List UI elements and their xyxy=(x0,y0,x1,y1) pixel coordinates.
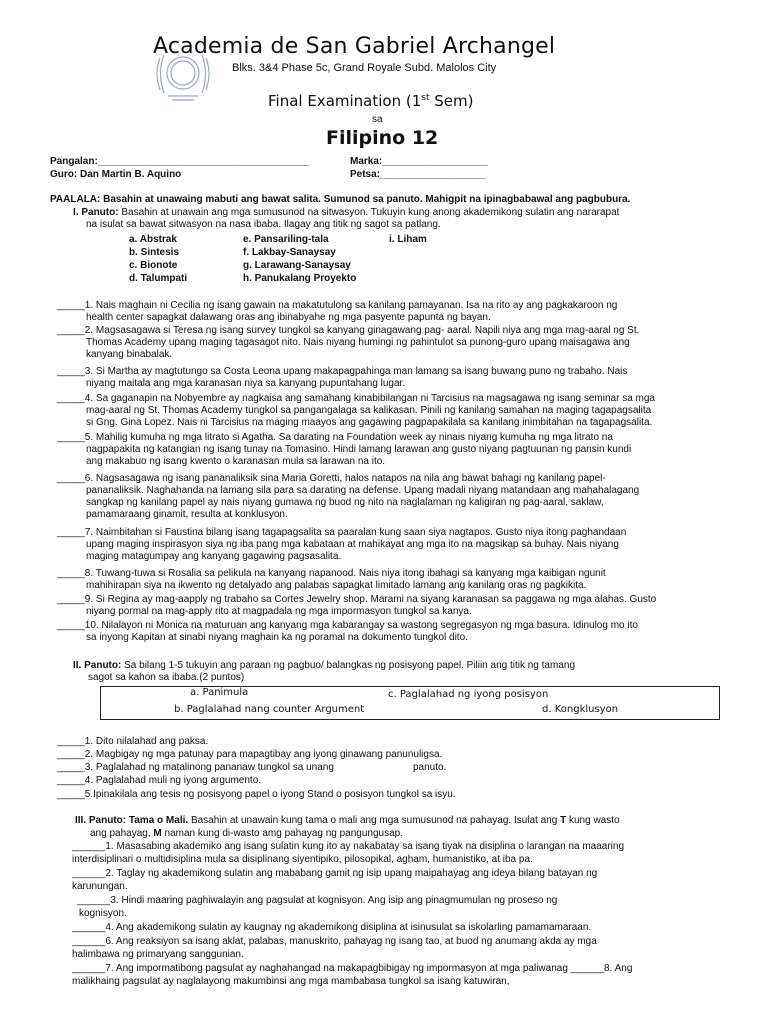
part1-item-2-cont: Thomas Academy upang maging tagasagot nito. Nais niyang humingi ng pahintulot sa punong-guro upang maisagawa ang xyxy=(86,337,630,348)
part1-item-6-cont: pamamaraang ginamit, resulta at konklusyon. xyxy=(86,509,288,520)
part3-item-7: ______7. Ang impormatibong pagsulat ay naghahangad na makapagbibigay ng impormasyon at mga paliwanag ______8. Ang xyxy=(72,963,633,974)
part3-item-3-cont: kognisyon. xyxy=(79,908,127,919)
part1-item-10: _____10. Nilalayon ni Monica na maturuan ang kanyang mga kabarangay sa wastong segregasyon ng mga basura. Idinulog mo ito xyxy=(57,620,638,631)
box-choice-a: a. Panimula xyxy=(190,687,249,698)
option-i: i. Liham xyxy=(389,234,427,245)
option-h: h. Panukalang Proyekto xyxy=(243,273,357,284)
part3-item-6-cont: halimbawa ng primaryang sanggunian. xyxy=(72,949,244,960)
part1-item-1-cont: health center sapagkat dalawang oras ang ibinabyahe ng mga pasyente papunta ng bayan. xyxy=(86,312,491,323)
part3-instruction: III. Panuto: Tama o Mali. Basahin at unawain kung tama o mali ang mga sumusunod na pahayag. Isulat ang T kung wasto xyxy=(75,815,620,826)
part3-item-2-cont: karunungan. xyxy=(72,881,128,892)
option-f: f. Lakbay-Sanaysay xyxy=(243,247,336,258)
part1-item-4-cont: si Gng. Gina Lopez. Nais ni Tarcisius na maging maayos ang gagawing pagpapakilala sa kanilang inimbitahan na tagapagsalita. xyxy=(86,417,653,428)
part3-item-3: ______3. Hindi maaring paghiwalayin ang pagsulat at kognisyon. Ang isip ang pinagmumulan ng proseso ng xyxy=(77,895,558,906)
part2-item-2: _____2. Magbigay ng mga patunay para mapagtibay ang iyong ginawang panunuligsa. xyxy=(57,749,443,760)
part2-item-4: _____4. Paglalahad muli ng iyong argumento. xyxy=(57,775,262,786)
part1-item-5-cont: nagpapakita ng katangian ng isang tunay na Tomasino. Hindi lamang larawan ang gusto niyang pagtuunan ng pansin kundi xyxy=(86,444,632,455)
part3-item-6: ______6. Ang reaksiyon sa isang aklat, palabas, manuskrito, pahayag ng isang tao, at buod ng anumang akda ay mga xyxy=(72,936,597,947)
part2-item-3: _____3. Paglalahad ng matalinong pananaw tungkol sa unang xyxy=(57,762,334,773)
part1-item-7-cont: maging matagumpay ang kanyang gagawing pagsasalita. xyxy=(86,551,342,562)
part2-instruction-cont: sagot sa kahon sa ibaba.(2 puntos) xyxy=(88,672,245,683)
part1-item-6: _____6. Nagsasagawa ng isang pananaliksik sina Maria Goretti, halos natapos na nila ang bawat bahagi ng kanilang papel- xyxy=(57,473,606,484)
exam-title: Final Examination (1st Sem) xyxy=(268,92,474,110)
date-field: Petsa:___________________ xyxy=(350,169,486,180)
box-choice-c: c. Paglalahad ng iyong posisyon xyxy=(388,689,549,700)
school-name: Academia de San Gabriel Archangel xyxy=(153,34,556,59)
part2-instruction: II. Panuto: Sa bilang 1-5 tukuyin ang paraan ng pagbuo/ balangkas ng posisyong papel. Piliin ang titik ng tamang xyxy=(73,660,575,671)
part1-item-5-cont: ang makabuo ng isang kwento o karanasan mula sa larawan na ito. xyxy=(86,456,386,467)
reminder: PAALALA: Basahin at unawaing mabuti ang bawat salita. Sumunod sa panuto. Mahigpit na ipinagbabawal ang pagbubura. xyxy=(50,194,631,205)
option-c: c. Bionote xyxy=(129,260,178,271)
box-choice-d: d. Kongklusyon xyxy=(542,704,619,715)
box-choice-b: b. Paglalahad nang counter Argument xyxy=(174,704,365,715)
part3-item-1: ______1. Masasabing akademiko ang isang sulatin kung ito ay nakabatay sa isang tiyak na disiplina o larangan na maaaring xyxy=(72,841,625,852)
part2-item-1: _____1. Dito nilalahad ang paksa. xyxy=(57,736,209,747)
part1-item-10-cont: sa inyong Kapitan at sinabi niyang maghain ka ng poramal na dokumento tungkol dito. xyxy=(86,632,468,643)
school-address: Blks. 3&4 Phase 5c, Grand Royale Subd. Malolos City xyxy=(232,62,497,74)
teacher-field: Guro: Dan Martin B. Aquino xyxy=(50,169,182,180)
part1-item-8: _____8. Tuwang-tuwa si Rosalia sa pelikula na kanyang napanood. Nais niya itong ibahagi sa kanyang mga kaibigan ngunit xyxy=(57,568,606,579)
part1-item-2-cont: kanyang binabalak. xyxy=(86,349,173,360)
exam-connector: sa xyxy=(372,114,383,125)
part1-item-4: _____4. Sa gaganapin na Nobyembre ay nagkaisa ang samahang kinabibilangan ni Tarcisius na magsagawa ng isang seminar sa mga xyxy=(57,393,655,404)
part1-item-9: _____9. Si Regina ay mag-aapply ng trabaho sa Cortes Jewelry shop. Marami na siyang karanasan sa paggawa ng mga alahas. Gusto xyxy=(57,594,657,605)
part1-item-1: _____1. Nais maghain ni Cecilia ng isang gawain na makatutulong sa kanilang pamayanan. Isa na rito ay ang pagkakaroon ng xyxy=(57,300,618,311)
part3-item-4: ______4. Ang akademikong sulatin ay kaugnay ng akademikong disiplina at isinusulat sa iskolarling pamamamaraan. xyxy=(72,922,592,933)
subject-title: Filipino 12 xyxy=(326,127,439,149)
part1-item-7-cont: upang maging inspirasyon siya ng iba pang mga kabataan at mahikayat ang mga ito na magsikap sa buhay. Nais niyang xyxy=(86,539,619,550)
part1-item-6-cont: pananaliksik. Naghahanda na lamang sila para sa darating na defense. Upang madali niyang matandaan ang mahahalagang xyxy=(86,485,640,496)
part1-item-6-cont: sangkap ng kanilang papel ay nais niyang gumawa ng buod ng nito na naglalaman ng kaligiran ng pag-aaral, saklaw, xyxy=(86,497,604,508)
name-field: Pangalan:______________________________________ xyxy=(50,156,310,167)
part1-item-4-cont: mag-aaral ng St. Thomas Academy tungkol sa pangangalaga sa kalikasan. Pinili ng kanilang samahan na maging tagapagsalita xyxy=(86,405,652,416)
part3-instruction-cont: ang pahayag, M naman kung di-wasto amg pahayag ng pangungusap. xyxy=(90,828,404,839)
part3-item-1-cont: interdisiplinari o multidisiplina mula sa disiplinang siyentipiko, pilosopikal, agham, humanistiko, at iba pa. xyxy=(72,854,533,865)
part1-item-7: _____7. Naimbitahan si Faustina bilang isang tagapagsalita sa paaralan kung saan siya nagtapos. Gusto niya itong paghandaan xyxy=(57,527,627,538)
part1-instruction-cont: na isulat sa bawat sitwasyon na nasa ibaba. Ilagay ang titik ng sagot sa patlang. xyxy=(86,219,441,230)
part2-item-5: _____5.Ipinakilala ang tesis ng posisyong papel o iyong Stand o posisyon tungkol sa isyu. xyxy=(57,789,456,800)
option-b: b. Sintesis xyxy=(129,247,180,258)
part1-item-2: _____2. Magsasagawa si Teresa ng isang survey tungkol sa kanyang ginagawang pag- aaral. Napili niya ang mga mag-aaral ng St. xyxy=(57,325,640,336)
option-a: a. Abstrak xyxy=(129,234,177,245)
part3-item-8-cont: malikhaing pagsulat ay naglalayong makumbinsi ang mga mambabasa tungkol sa isang katuwiran, xyxy=(72,976,510,987)
part1-item-3-cont: niyang maitala ang mga karanasan niya sa kanyang pupuntahang lugar. xyxy=(86,378,406,389)
part3-item-2: ______2. Taglay ng akademikong sulatin ang mababang gamit ng isip upang maipahayag ang ideya bilang batayan ng xyxy=(72,868,598,879)
score-field: Marka:___________________ xyxy=(350,156,488,167)
part1-item-5: _____5. Mahilig kumuha ng mga litrato si Agatha. Sa darating na Foundation week ay ninais niyang kumuha ng mga litrato na xyxy=(57,432,613,443)
part1-item-8-cont: mahihirapan siya na ikwento ng detalyado ang palabas sapagkat limitado lamang ang kanilang oras ng pagkikita. xyxy=(86,580,587,591)
part1-item-9-cont: niyang pormal na mag-apply rito at magpadala ng mga impormasyon tungkol sa kanya. xyxy=(86,606,472,617)
part2-item-3-tail: panuto. xyxy=(413,762,447,773)
option-e: e. Pansariling-tala xyxy=(243,234,329,245)
part1-instruction: I. Panuto: Basahin at unawain ang mga sumusunod na sitwasyon. Tukuyin kung anong akademikong sulatin ang nararapat xyxy=(73,207,620,218)
part1-item-3: _____3. Si Martha ay magtutungo sa Costa Leona upang makapagpahinga man lamang sa isang buwang puno ng trabaho. Nais xyxy=(57,366,628,377)
option-g: g. Larawang-Sanaysay xyxy=(243,260,351,271)
option-d: d. Talumpati xyxy=(129,273,188,284)
